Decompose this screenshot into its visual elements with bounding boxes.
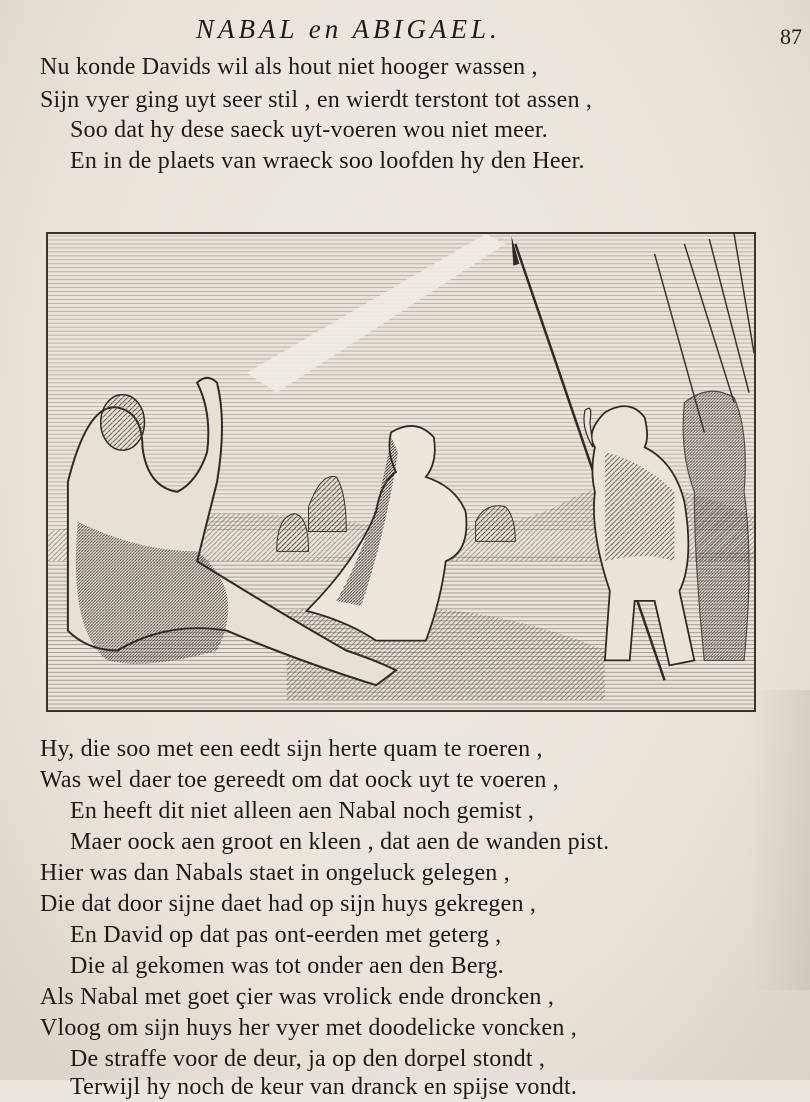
running-header: NABAL en ABIGAEL. <box>196 14 501 44</box>
verse-line: Sijn vyer ging uyt seer stil , en wierdt terstont tot assen , <box>40 87 593 113</box>
verse-line: Was wel daer toe gereedt om dat oock uyt te voeren , <box>40 767 559 793</box>
verse-line: Vloog om sijn huys her vyer met doodelicke voncken , <box>40 1015 577 1041</box>
verse-line: Nu konde Davids wil als hout niet hooger wassen , <box>40 54 538 80</box>
verse-line: En David op dat pas ont-eerden met geterg , <box>70 922 502 948</box>
engraving-drawing <box>48 234 754 710</box>
verse-line: Als Nabal met goet çier was vrolick ende droncken , <box>40 984 555 1010</box>
verse-line: Soo dat hy dese saeck uyt-voeren wou niet meer. <box>70 117 548 143</box>
page-number: 87 <box>780 24 802 49</box>
page-shadow <box>750 690 810 990</box>
verse-line: En in de plaets van wraeck soo loofden hy den Heer. <box>70 148 585 174</box>
verse-line: De straffe voor de deur, ja op den dorpel stondt , <box>70 1046 546 1072</box>
verse-line: En heeft dit niet alleen aen Nabal noch gemist , <box>70 798 535 824</box>
verse-line: Die dat door sijne daet had op sijn huys gekregen , <box>40 891 537 917</box>
verse-line: Die al gekomen was tot onder aen den Berg. <box>70 953 504 979</box>
verse-line: Terwijl hy noch de keur van dranck en spijse vondt. <box>70 1074 578 1100</box>
verse-line: Hy, die soo met een eedt sijn herte quam te roeren , <box>40 736 543 762</box>
verse-line: Hier was dan Nabals staet in ongeluck gelegen , <box>40 860 510 886</box>
engraving-illustration <box>46 232 756 712</box>
verse-line: Maer oock aen groot en kleen , dat aen de wanden pist. <box>70 829 610 855</box>
